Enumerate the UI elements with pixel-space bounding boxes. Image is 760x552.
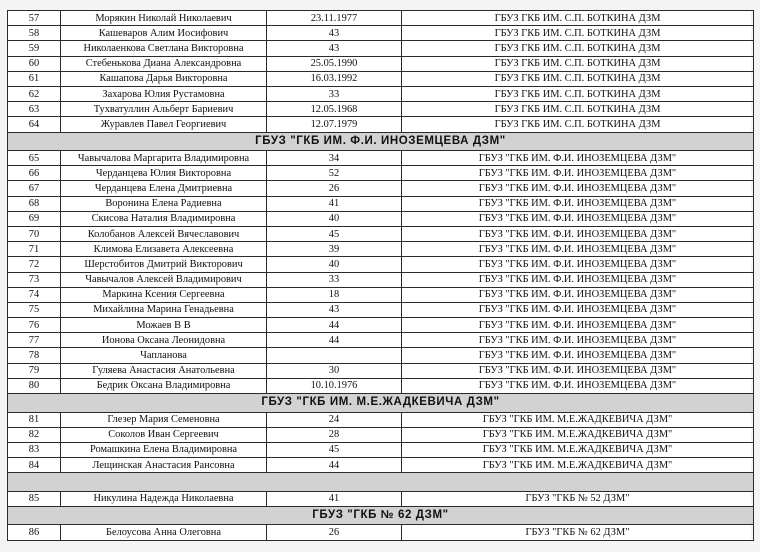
person-name: Морякин Николай Николаевич (61, 11, 267, 26)
age-or-birthdate: 44 (267, 333, 402, 348)
organization-name: ГБУЗ ГКБ ИМ. С.П. БОТКИНА ДЗМ (402, 71, 754, 86)
row-number: 69 (8, 211, 61, 226)
person-name: Тухватуллин Альберт Бариевич (61, 102, 267, 117)
person-name: Лещинская Анастасия Рансовна (61, 458, 267, 473)
person-name: Климова Елизавета Алексеевна (61, 242, 267, 257)
organization-name: ГБУЗ "ГКБ ИМ. Ф.И. ИНОЗЕМЦЕВА ДЗМ" (402, 211, 754, 226)
age-or-birthdate: 34 (267, 151, 402, 166)
table-row (8, 102, 754, 117)
table-row (8, 41, 754, 56)
age-or-birthdate: 33 (267, 86, 402, 101)
section-header-row (8, 394, 754, 413)
person-name: Шерстобитов Дмитрий Викторович (61, 257, 267, 272)
section-header: ГБУЗ "ГКБ ИМ. Ф.И. ИНОЗЕМЦЕВА ДЗМ" (8, 132, 754, 151)
person-name: Чапланова (61, 348, 267, 363)
person-name: Захарова Юлия Рустамовна (61, 86, 267, 101)
age-or-birthdate: 41 (267, 196, 402, 211)
age-or-birthdate: 12.07.1979 (267, 117, 402, 132)
row-number: 61 (8, 71, 61, 86)
row-number: 82 (8, 427, 61, 442)
age-or-birthdate: 26 (267, 181, 402, 196)
staff-table (7, 10, 754, 541)
document-sheet (7, 10, 751, 541)
organization-name: ГБУЗ "ГКБ ИМ. Ф.И. ИНОЗЕМЦЕВА ДЗМ" (402, 181, 754, 196)
table-row (8, 86, 754, 101)
age-or-birthdate: 23.11.1977 (267, 11, 402, 26)
organization-name: ГБУЗ "ГКБ ИМ. Ф.И. ИНОЗЕМЦЕВА ДЗМ" (402, 333, 754, 348)
staff-table-body (8, 11, 754, 541)
organization-name: ГБУЗ "ГКБ № 52 ДЗМ" (402, 491, 754, 506)
blank-separator-cell (8, 473, 754, 492)
person-name: Маркина Ксения Сергеевна (61, 287, 267, 302)
organization-name: ГБУЗ "ГКБ ИМ. Ф.И. ИНОЗЕМЦЕВА ДЗМ" (402, 226, 754, 241)
organization-name: ГБУЗ ГКБ ИМ. С.П. БОТКИНА ДЗМ (402, 41, 754, 56)
person-name: Никулина Надежда Николаевна (61, 491, 267, 506)
row-number: 83 (8, 442, 61, 457)
organization-name: ГБУЗ "ГКБ ИМ. Ф.И. ИНОЗЕМЦЕВА ДЗМ" (402, 302, 754, 317)
table-row (8, 442, 754, 457)
age-or-birthdate: 24 (267, 412, 402, 427)
person-name: Михайлина Марина Генадьевна (61, 302, 267, 317)
organization-name: ГБУЗ ГКБ ИМ. С.П. БОТКИНА ДЗМ (402, 56, 754, 71)
age-or-birthdate: 30 (267, 363, 402, 378)
age-or-birthdate: 33 (267, 272, 402, 287)
table-row (8, 196, 754, 211)
organization-name: ГБУЗ "ГКБ ИМ. Ф.И. ИНОЗЕМЦЕВА ДЗМ" (402, 363, 754, 378)
table-row (8, 302, 754, 317)
organization-name: ГБУЗ "ГКБ № 62 ДЗМ" (402, 525, 754, 540)
row-number: 84 (8, 458, 61, 473)
organization-name: ГБУЗ ГКБ ИМ. С.П. БОТКИНА ДЗМ (402, 86, 754, 101)
row-number: 59 (8, 41, 61, 56)
person-name: Чавычалова Маргарита Владимировна (61, 151, 267, 166)
age-or-birthdate (267, 348, 402, 363)
person-name: Журавлев Павел Георгиевич (61, 117, 267, 132)
row-number: 62 (8, 86, 61, 101)
row-number: 67 (8, 181, 61, 196)
table-row (8, 412, 754, 427)
age-or-birthdate: 43 (267, 26, 402, 41)
row-number: 73 (8, 272, 61, 287)
section-header: ГБУЗ "ГКБ ИМ. М.Е.ЖАДКЕВИЧА ДЗМ" (8, 394, 754, 413)
section-header-row (8, 132, 754, 151)
table-row (8, 525, 754, 540)
section-header: ГБУЗ "ГКБ № 62 ДЗМ" (8, 506, 754, 525)
age-or-birthdate: 12.05.1968 (267, 102, 402, 117)
table-row (8, 363, 754, 378)
table-row (8, 287, 754, 302)
person-name: Можаев В В (61, 318, 267, 333)
row-number: 68 (8, 196, 61, 211)
table-row (8, 211, 754, 226)
row-number: 58 (8, 26, 61, 41)
row-number: 65 (8, 151, 61, 166)
age-or-birthdate: 44 (267, 458, 402, 473)
table-row (8, 226, 754, 241)
row-number: 70 (8, 226, 61, 241)
organization-name: ГБУЗ "ГКБ ИМ. Ф.И. ИНОЗЕМЦЕВА ДЗМ" (402, 378, 754, 393)
row-number: 72 (8, 257, 61, 272)
organization-name: ГБУЗ ГКБ ИМ. С.П. БОТКИНА ДЗМ (402, 117, 754, 132)
organization-name: ГБУЗ ГКБ ИМ. С.П. БОТКИНА ДЗМ (402, 11, 754, 26)
age-or-birthdate: 45 (267, 442, 402, 457)
person-name: Глезер Мария Семеновна (61, 412, 267, 427)
age-or-birthdate: 43 (267, 41, 402, 56)
person-name: Гуляева Анастасия Анатольевна (61, 363, 267, 378)
row-number: 57 (8, 11, 61, 26)
age-or-birthdate: 28 (267, 427, 402, 442)
organization-name: ГБУЗ "ГКБ ИМ. Ф.И. ИНОЗЕМЦЕВА ДЗМ" (402, 348, 754, 363)
row-number: 63 (8, 102, 61, 117)
person-name: Стебенькова Диана Александровна (61, 56, 267, 71)
table-row (8, 348, 754, 363)
organization-name: ГБУЗ "ГКБ ИМ. Ф.И. ИНОЗЕМЦЕВА ДЗМ" (402, 257, 754, 272)
age-or-birthdate: 16.03.1992 (267, 71, 402, 86)
table-row (8, 458, 754, 473)
table-row (8, 257, 754, 272)
age-or-birthdate: 43 (267, 302, 402, 317)
person-name: Чавычалов Алексей Владимирович (61, 272, 267, 287)
organization-name: ГБУЗ "ГКБ ИМ. М.Е.ЖАДКЕВИЧА ДЗМ" (402, 427, 754, 442)
age-or-birthdate: 45 (267, 226, 402, 241)
organization-name: ГБУЗ "ГКБ ИМ. Ф.И. ИНОЗЕМЦЕВА ДЗМ" (402, 318, 754, 333)
section-header-row (8, 506, 754, 525)
age-or-birthdate: 26 (267, 525, 402, 540)
person-name: Колобанов Алексей Вячеславович (61, 226, 267, 241)
age-or-birthdate: 52 (267, 166, 402, 181)
organization-name: ГБУЗ "ГКБ ИМ. М.Е.ЖАДКЕВИЧА ДЗМ" (402, 442, 754, 457)
table-row (8, 333, 754, 348)
table-row (8, 117, 754, 132)
table-row (8, 378, 754, 393)
age-or-birthdate: 10.10.1976 (267, 378, 402, 393)
organization-name: ГБУЗ "ГКБ ИМ. М.Е.ЖАДКЕВИЧА ДЗМ" (402, 412, 754, 427)
age-or-birthdate: 25.05.1990 (267, 56, 402, 71)
row-number: 75 (8, 302, 61, 317)
person-name: Кашеваров Алим Иосифович (61, 26, 267, 41)
person-name: Скисова Наталия Владимировна (61, 211, 267, 226)
person-name: Воронина Елена Радиевна (61, 196, 267, 211)
person-name: Ионова Оксана Леонидовна (61, 333, 267, 348)
person-name: Белоусова Анна Олеговна (61, 525, 267, 540)
row-number: 80 (8, 378, 61, 393)
person-name: Черданцева Юлия Викторовна (61, 166, 267, 181)
table-row (8, 427, 754, 442)
row-number: 76 (8, 318, 61, 333)
organization-name: ГБУЗ "ГКБ ИМ. Ф.И. ИНОЗЕМЦЕВА ДЗМ" (402, 287, 754, 302)
table-row (8, 166, 754, 181)
organization-name: ГБУЗ "ГКБ ИМ. Ф.И. ИНОЗЕМЦЕВА ДЗМ" (402, 196, 754, 211)
organization-name: ГБУЗ "ГКБ ИМ. Ф.И. ИНОЗЕМЦЕВА ДЗМ" (402, 166, 754, 181)
person-name: Соколов Иван Сергеевич (61, 427, 267, 442)
table-row (8, 318, 754, 333)
organization-name: ГБУЗ ГКБ ИМ. С.П. БОТКИНА ДЗМ (402, 26, 754, 41)
table-row (8, 151, 754, 166)
age-or-birthdate: 44 (267, 318, 402, 333)
row-number: 78 (8, 348, 61, 363)
organization-name: ГБУЗ "ГКБ ИМ. Ф.И. ИНОЗЕМЦЕВА ДЗМ" (402, 151, 754, 166)
person-name: Черданцева Елена Дмитриевна (61, 181, 267, 196)
table-row (8, 56, 754, 71)
row-number: 74 (8, 287, 61, 302)
organization-name: ГБУЗ "ГКБ ИМ. Ф.И. ИНОЗЕМЦЕВА ДЗМ" (402, 242, 754, 257)
blank-separator-row (8, 473, 754, 492)
person-name: Бедрик Оксана Владимировна (61, 378, 267, 393)
row-number: 71 (8, 242, 61, 257)
age-or-birthdate: 18 (267, 287, 402, 302)
row-number: 60 (8, 56, 61, 71)
person-name: Ромашкина Елена Владимировна (61, 442, 267, 457)
row-number: 79 (8, 363, 61, 378)
row-number: 85 (8, 491, 61, 506)
row-number: 64 (8, 117, 61, 132)
table-row (8, 71, 754, 86)
age-or-birthdate: 40 (267, 257, 402, 272)
row-number: 86 (8, 525, 61, 540)
organization-name: ГБУЗ "ГКБ ИМ. Ф.И. ИНОЗЕМЦЕВА ДЗМ" (402, 272, 754, 287)
organization-name: ГБУЗ "ГКБ ИМ. М.Е.ЖАДКЕВИЧА ДЗМ" (402, 458, 754, 473)
table-row (8, 26, 754, 41)
table-row (8, 491, 754, 506)
table-row (8, 181, 754, 196)
person-name: Кашапова Дарья Викторовна (61, 71, 267, 86)
organization-name: ГБУЗ ГКБ ИМ. С.П. БОТКИНА ДЗМ (402, 102, 754, 117)
row-number: 77 (8, 333, 61, 348)
table-row (8, 11, 754, 26)
age-or-birthdate: 39 (267, 242, 402, 257)
person-name: Николаенкова Светлана Викторовна (61, 41, 267, 56)
row-number: 66 (8, 166, 61, 181)
row-number: 81 (8, 412, 61, 427)
table-row (8, 242, 754, 257)
age-or-birthdate: 40 (267, 211, 402, 226)
age-or-birthdate: 41 (267, 491, 402, 506)
table-row (8, 272, 754, 287)
